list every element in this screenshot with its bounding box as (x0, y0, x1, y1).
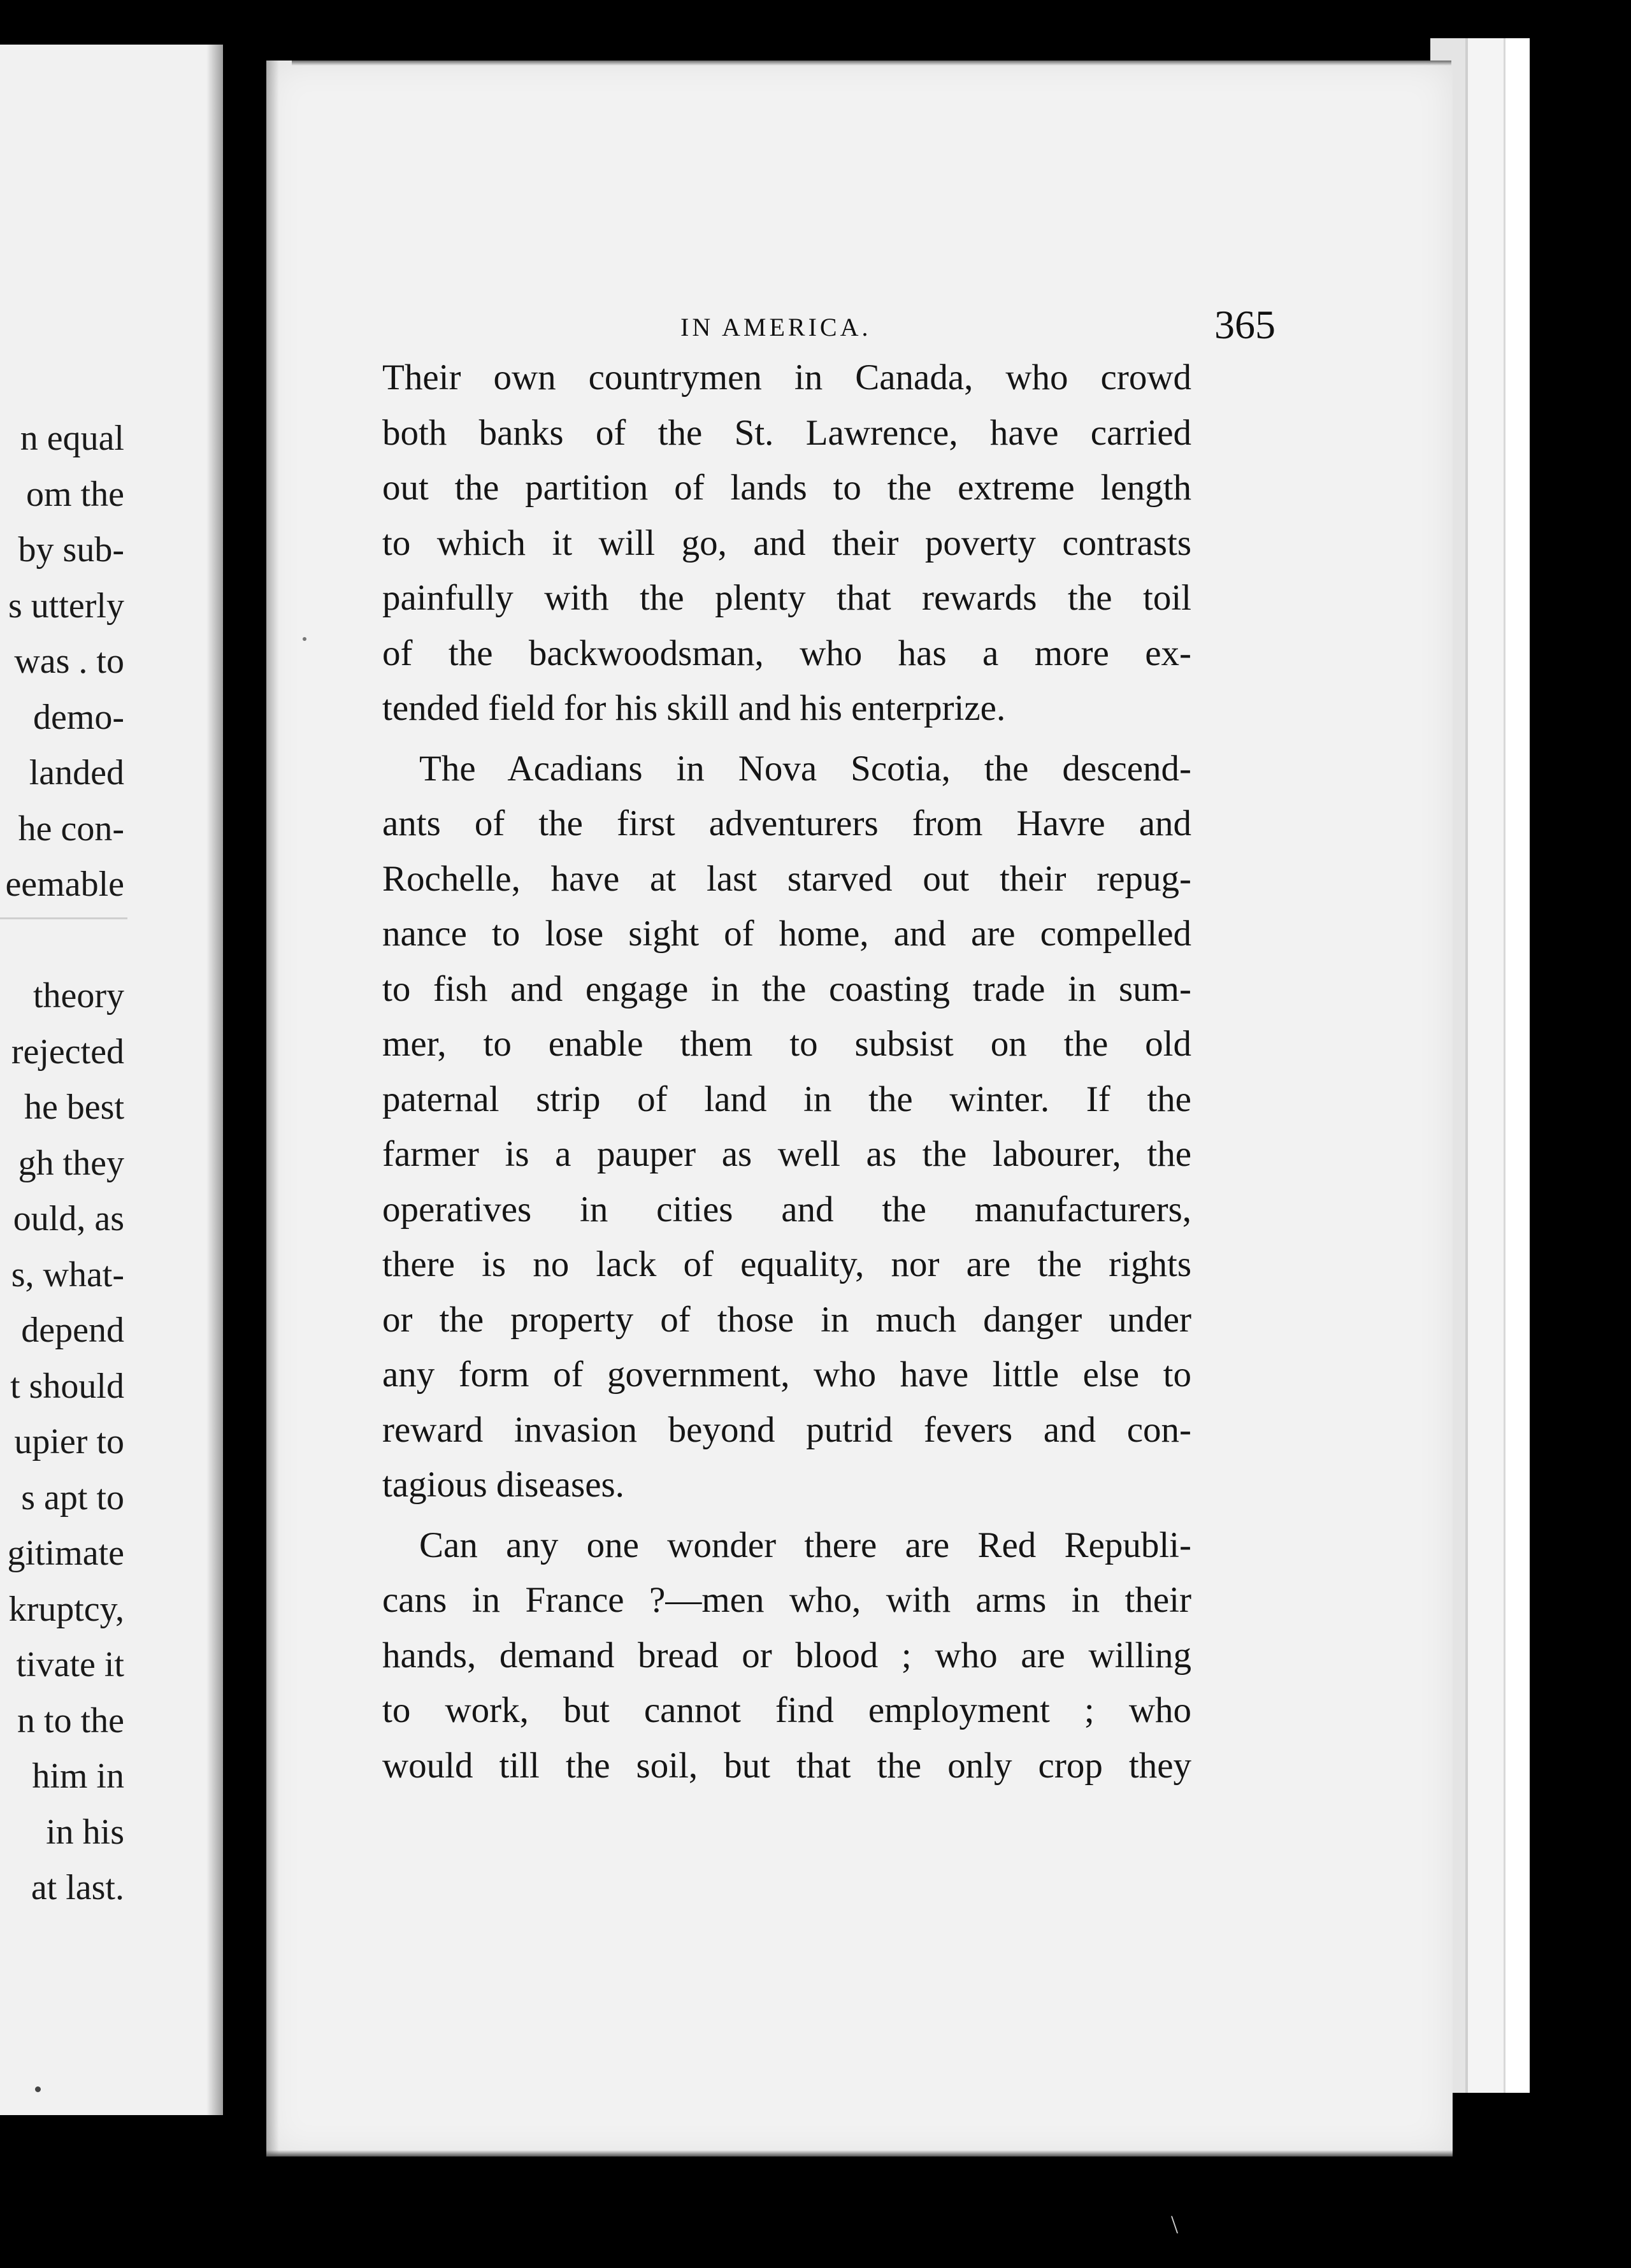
previous-page-line: om the (26, 474, 124, 514)
page-bottom-edge (266, 2150, 1453, 2157)
text-line: nance to lose sight of home, and are compelled (382, 914, 1191, 954)
previous-page-line: was . to (14, 642, 124, 681)
page-number: 365 (1214, 302, 1275, 347)
text-line: cans in France ?—men who, with arms in their (382, 1580, 1191, 1620)
text-line: of the backwoodsman, who has a more ex- (382, 633, 1191, 673)
previous-page-line: demo- (32, 697, 124, 737)
previous-page-line: s, what- (11, 1254, 124, 1295)
previous-page-line: in his (46, 1812, 124, 1852)
text-line: to fish and engage in the coasting trade in sum- (382, 968, 1191, 1009)
running-head: IN AMERICA. (680, 313, 872, 341)
text-line: there is no lack of equality, nor are the rights (382, 1244, 1191, 1284)
previous-page-line: rejected (11, 1031, 124, 1072)
text-line: painfully with the plenty that rewards the toil (382, 578, 1191, 618)
faint-section-rule (0, 917, 127, 919)
previous-page-line: upier to (14, 1422, 124, 1461)
gutter-shadow (206, 45, 223, 2115)
previous-page-line: tivate it (16, 1645, 124, 1684)
previous-page-line: landed (29, 753, 124, 793)
gutter-shadow (266, 61, 279, 2157)
previous-page-text (0, 411, 124, 1916)
text-line: operatives in cities and the manufacturers, (382, 1189, 1191, 1230)
previous-page-line: n equal (20, 419, 124, 458)
previous-page-line: gitimate (7, 1533, 124, 1573)
text-line: any form of government, who have little else to (382, 1354, 1191, 1395)
paragraph (382, 742, 1191, 1513)
page-stack-edge (1504, 38, 1530, 2093)
previous-page-line: n to the (17, 1700, 124, 1740)
text-line: or the property of those in much danger under (382, 1299, 1191, 1340)
text-line: Can any one wonder there are Red Republi- (419, 1525, 1191, 1565)
text-line: The Acadians in Nova Scotia, the descend- (419, 748, 1191, 789)
previous-page-line: s apt to (21, 1477, 124, 1518)
text-line: farmer is a pauper as well as the labourer, the (382, 1134, 1191, 1174)
paragraph (382, 350, 1191, 736)
text-line: out the partition of lands to the extreme length (382, 468, 1191, 508)
previous-page-line: t should (10, 1366, 124, 1406)
previous-page-line: ould, as (13, 1199, 124, 1238)
text-line: to work, but cannot find employment ; who (382, 1690, 1191, 1730)
previous-page-line: depend (21, 1310, 124, 1350)
text-line: mer, to enable them to subsist on the old (382, 1024, 1191, 1064)
ink-speck (303, 637, 306, 641)
text-line: to which it will go, and their poverty contrasts (382, 522, 1191, 563)
previous-page-line: he best (24, 1087, 124, 1127)
previous-page-line: by sub- (18, 530, 124, 570)
previous-page-line: him in (32, 1756, 124, 1796)
previous-page-line (0, 913, 124, 969)
text-line: would till the soil, but that the only crop they (382, 1745, 1191, 1786)
previous-page-fragment (0, 45, 223, 2115)
previous-page-line: theory (32, 976, 124, 1016)
text-line: tagious diseases. (382, 1465, 624, 1505)
book-page (266, 61, 1453, 2157)
text-line: ants of the first adventurers from Havre and (382, 803, 1191, 843)
scan-mark: \ (1171, 2210, 1179, 2239)
previous-page-line: gh they (18, 1143, 124, 1183)
paragraph (382, 1518, 1191, 1794)
page-body (382, 350, 1191, 1793)
previous-page-line: he con- (18, 808, 124, 849)
previous-page-line: at last. (31, 1868, 124, 1907)
previous-page-line: eemable (5, 865, 124, 904)
text-line: tended field for his skill and his enterprize. (382, 688, 1006, 728)
text-line: paternal strip of land in the winter. If the (382, 1079, 1191, 1119)
text-line: both banks of the St. Lawrence, have carried (382, 412, 1191, 453)
ink-speck (35, 2086, 41, 2092)
previous-page-line: s utterly (8, 585, 124, 626)
previous-page-line: kruptcy, (8, 1589, 124, 1629)
text-line: Their own countrymen in Canada, who crowd (382, 357, 1191, 398)
text-line: reward invasion beyond putrid fevers and con- (382, 1409, 1191, 1450)
text-line: Rochelle, have at last starved out their repug- (382, 858, 1191, 899)
text-line: hands, demand bread or blood ; who are willing (382, 1635, 1191, 1676)
page-top-edge (292, 61, 1451, 66)
